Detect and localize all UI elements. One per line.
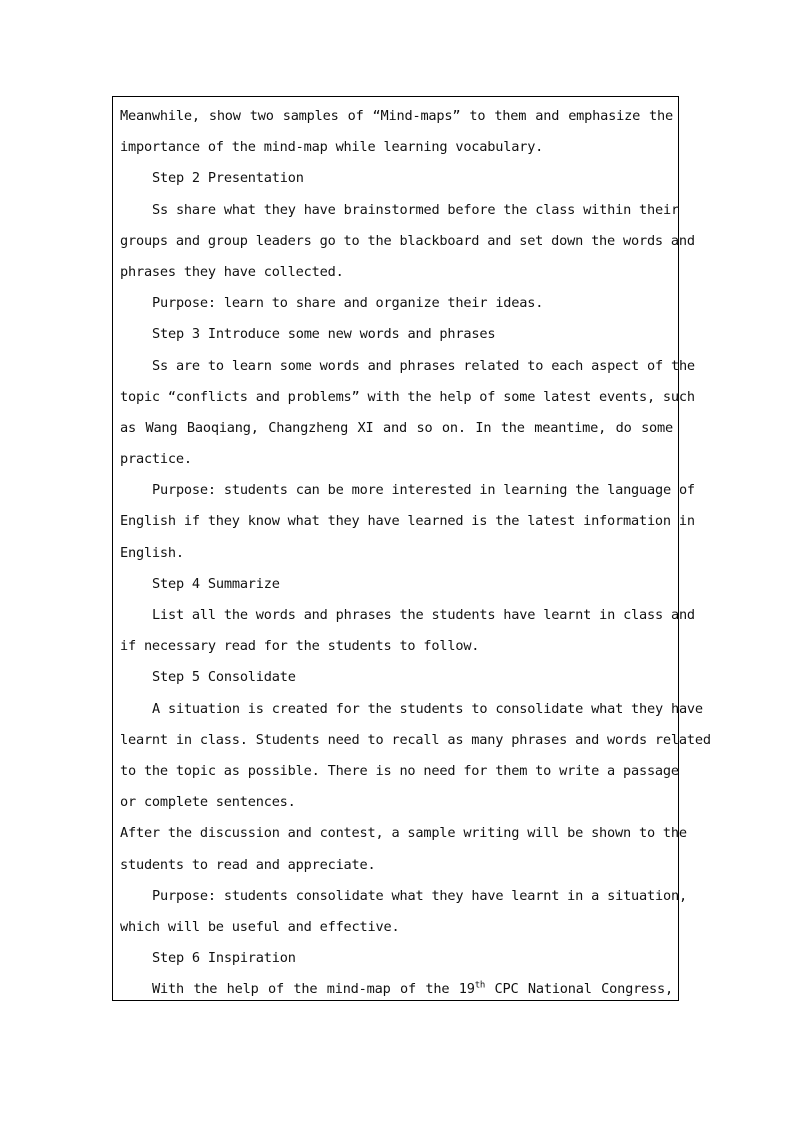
paragraph-line: learnt in class. Students need to recall as many phrases and words related (120, 731, 711, 748)
step-heading: Step 4 Summarize (152, 575, 280, 592)
step-heading: Step 5 Consolidate (152, 669, 296, 686)
paragraph-line: groups and group leaders go to the blackboard and set down the words and (120, 232, 695, 249)
paragraph-line: Meanwhile, show two samples of “Mind-maps” to them and emphasize the (120, 108, 673, 124)
paragraph-line: English if they know what they have learned is the latest information in (120, 513, 695, 530)
paragraph-line: English. (120, 544, 184, 561)
superscript-ordinal: th (474, 980, 486, 991)
purpose-line: Purpose: students consolidate what they have learnt in a situation, (152, 887, 687, 904)
purpose-line: Purpose: learn to share and organize their ideas. (152, 295, 544, 312)
paragraph-line: which will be useful and effective. (120, 918, 400, 935)
paragraph-line: as Wang Baoqiang, Changzheng XI and so on. In the meantime, do some (120, 419, 673, 436)
line-text-before-superscript: With the help of the mind-map of the 19 (152, 981, 475, 998)
paragraph-line: List all the words and phrases the students have learnt in class and (152, 607, 695, 623)
step-heading: Step 3 Introduce some new words and phrases (152, 326, 496, 343)
paragraph-line: phrases they have collected. (120, 263, 344, 280)
paragraph-line: topic “conflicts and problems” with the help of some latest events, such (120, 388, 695, 405)
paragraph-line: Ss are to learn some words and phrases related to each aspect of the (152, 357, 695, 374)
paragraph-line: to the topic as possible. There is no need for them to write a passage (120, 762, 679, 779)
paragraph-line: students to read and appreciate. (120, 856, 376, 873)
paragraph-line: or complete sentences. (120, 794, 296, 811)
step-heading: Step 2 Presentation (152, 170, 304, 187)
paragraph-line: if necessary read for the students to follow. (120, 638, 480, 655)
paragraph-line: practice. (120, 451, 192, 468)
paragraph-line: Ss share what they have brainstormed before the class within their (152, 201, 679, 218)
step-heading: Step 6 Inspiration (152, 950, 296, 967)
document-frame (112, 96, 711, 1001)
document-body (120, 101, 711, 1005)
paragraph-line: A situation is created for the students to consolidate what they have (152, 700, 703, 717)
paragraph-line: importance of the mind-map while learning vocabulary. (120, 139, 544, 156)
purpose-line: Purpose: students can be more interested in learning the language of (152, 482, 695, 499)
line-text-after-superscript: CPC National Congress, (485, 981, 673, 998)
paragraph-line: After the discussion and contest, a sample writing will be shown to the (120, 825, 687, 842)
paragraph-line (120, 974, 673, 1005)
